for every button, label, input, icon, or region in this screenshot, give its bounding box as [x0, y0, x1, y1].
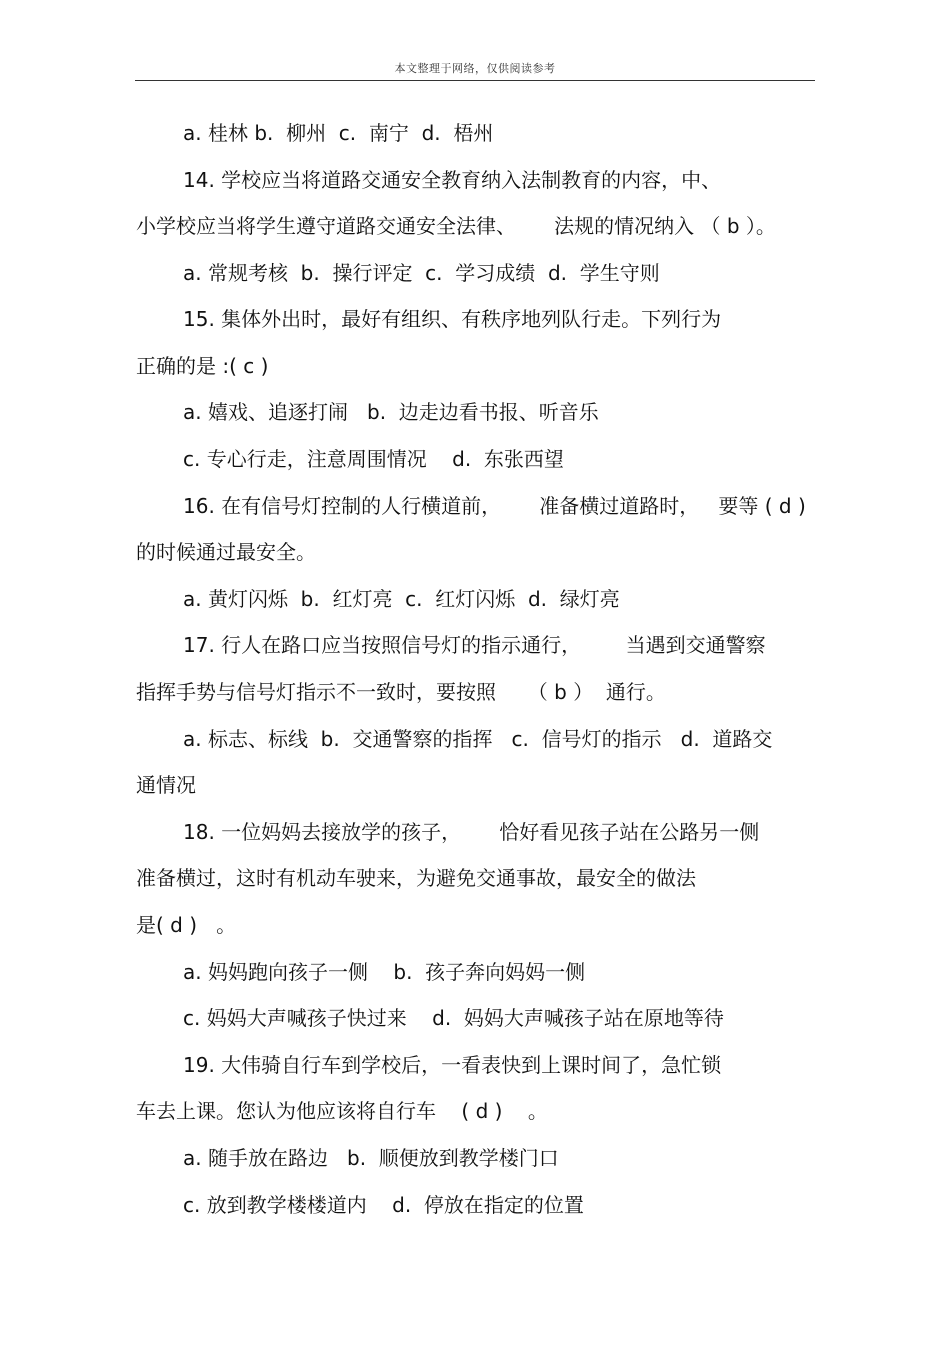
q17-options-line2: 通情况	[136, 773, 196, 797]
q19-text-line2: 车去上课。您认为他应该将自行车 ( d ) 。	[136, 1099, 548, 1123]
q18-text-line2: 准备横过，这时有机动车驶来，为避免交通事故，最安全的做法	[136, 866, 696, 890]
q15-text-line1: 15. 集体外出时，最好有组织、有秩序地列队行走。下列行为	[183, 307, 722, 331]
q18-options-line1: a. 妈妈跑向孩子一侧 b. 孩子奔向妈妈一侧	[183, 960, 586, 984]
page-header: 本文整理于网络，仅供阅读参考	[394, 62, 556, 75]
q18-options-line2: c. 妈妈大声喊孩子快过来 d. 妈妈大声喊孩子站在原地等待	[183, 1006, 724, 1030]
q17-text-line1: 17. 行人在路口应当按照信号灯的指示通行， 当遇到交通警察	[183, 633, 766, 657]
q14-options: a. 常规考核 b. 操行评定 c. 学习成绩 d. 学生守则	[183, 261, 660, 285]
q19-text-line1: 19. 大伟骑自行车到学校后，一看表快到上课时间了，急忙锁	[183, 1053, 722, 1077]
q15-options-line1: a. 嬉戏、追逐打闹 b. 边走边看书报、听音乐	[183, 400, 599, 424]
header-divider	[135, 80, 815, 81]
q16-options: a. 黄灯闪烁 b. 红灯亮 c. 红灯闪烁 d. 绿灯亮	[183, 587, 620, 611]
q18-text-line1: 18. 一位妈妈去接放学的孩子， 恰好看见孩子站在公路另一侧	[183, 820, 760, 844]
q15-options-line2: c. 专心行走，注意周围情况 d. 东张西望	[183, 447, 564, 471]
q16-text-line2: 的时候通过最安全。	[136, 540, 316, 564]
q17-options-line1: a. 标志、标线 b. 交通警察的指挥 c. 信号灯的指示 d. 道路交	[183, 727, 773, 751]
q14-text-line1: 14. 学校应当将道路交通安全教育纳入法制教育的内容，中、	[183, 168, 722, 192]
q15-text-line2: 正确的是 :( c )	[136, 354, 269, 378]
q17-text-line2: 指挥手势与信号灯指示不一致时，要按照 （ b ） 通行。	[136, 680, 666, 704]
q14-text-line2: 小学校应当将学生遵守道路交通安全法律、 法规的情况纳入 （ b ）。	[136, 214, 776, 238]
q16-text-line1: 16. 在有信号灯控制的人行横道前， 准备横过道路时， 要等 ( d )	[183, 494, 806, 518]
q19-options-line1: a. 随手放在路边 b. 顺便放到教学楼门口	[183, 1146, 559, 1170]
q13-options: a. 桂林 b. 柳州 c. 南宁 d. 梧州	[183, 121, 494, 145]
q19-options-line2: c. 放到教学楼楼道内 d. 停放在指定的位置	[183, 1193, 584, 1217]
q18-text-line3: 是( d ) 。	[136, 913, 237, 937]
